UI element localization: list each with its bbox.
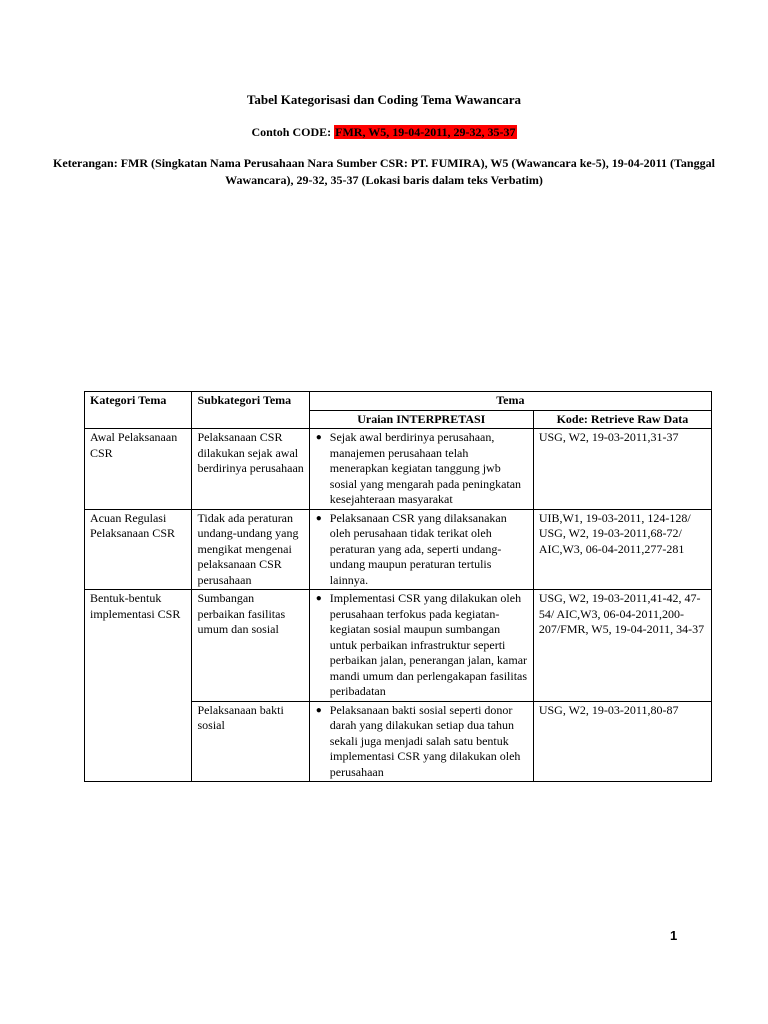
table-header-row — [85, 392, 712, 411]
kategori-cell: Awal Pelaksanaan CSR — [85, 429, 192, 510]
bullet-icon: ● — [315, 593, 322, 604]
header-uraian: Uraian INTERPRETASI — [309, 410, 533, 429]
code-example-line — [0, 125, 768, 140]
code-example-label: Contoh CODE: — [251, 125, 335, 139]
kategori-cell: Acuan Regulasi Pelaksanaan CSR — [85, 509, 192, 590]
subkategori-cell: Pelaksanaan CSR dilakukan sejak awal berdirinya perusahaan — [192, 429, 309, 510]
kode-cell: USG, W2, 19-03-2011,31-37 — [533, 429, 711, 510]
code-example-value: FMR, W5, 19-04-2011, 29-32, 35-37 — [335, 125, 516, 139]
header-kategori: Kategori Tema — [85, 392, 192, 429]
coding-table — [84, 391, 712, 782]
table-row — [85, 509, 712, 590]
table-row — [85, 590, 712, 702]
header-tema: Tema — [309, 392, 711, 411]
bullet-icon: ● — [315, 512, 322, 524]
uraian-cell — [309, 509, 533, 590]
kode-cell: USG, W2, 19-03-2011,80-87 — [533, 701, 711, 782]
kode-cell: USG, W2, 19-03-2011,41-42, 47-54/ AIC,W3, 06-04-2011,200-207/FMR, W5, 19-04-2011, 34-37 — [533, 590, 711, 702]
kategori-cell: Bentuk-bentuk implementasi CSR — [85, 590, 192, 782]
uraian-text: Pelaksanaan CSR yang dilaksanakan oleh perusahaan tidak terikat oleh peraturan yang ada, seperti undang-undang maupun peraturan tertulis lainnya. — [329, 510, 507, 587]
kode-cell: UIB,W1, 19-03-2011, 124-128/ USG, W2, 19-03-2011,68-72/ AIC,W3, 06-04-2011,277-281 — [533, 509, 711, 590]
uraian-cell — [309, 429, 533, 510]
uraian-text: Implementasi CSR yang dilakukan oleh perusahaan terfokus pada kegiatan-kegiatan sosial maupun sumbangan untuk perbaikan infrastruktur seperti perbaikan jalan, penerangan jalan, kamar mandi umum dan perlengakapan fasilitas peribadatan — [329, 591, 528, 698]
uraian-cell — [309, 590, 533, 702]
bullet-icon: ● — [315, 432, 322, 443]
page-number: 1 — [670, 928, 678, 943]
subkategori-cell: Tidak ada peraturan undang-undang yang mengikat mengenai pelaksanaan CSR perusahaan — [192, 509, 309, 590]
bullet-icon: ● — [315, 704, 322, 716]
header-kode: Kode: Retrieve Raw Data — [533, 410, 711, 429]
uraian-text: Sejak awal berdirinya perusahaan, manajemen perusahaan telah menerapkan kegiatan tanggung jwb sosial yang mengarah pada peningkatan kesejahteraan masyarakat — [329, 430, 522, 506]
table-row — [85, 429, 712, 510]
uraian-cell — [309, 701, 533, 782]
header-subkategori: Subkategori Tema — [192, 392, 309, 429]
subkategori-cell: Pelaksanaan bakti sosial — [192, 701, 309, 782]
subkategori-cell: Sumbangan perbaikan fasilitas umum dan sosial — [192, 590, 309, 702]
document-title: Tabel Kategorisasi dan Coding Tema Wawancara — [246, 92, 522, 107]
uraian-text: Pelaksanaan bakti sosial seperti donor darah yang dilakukan setiap dua tahun sekali juga menjadi salah satu bentuk implementasi CSR yang dilakukan oleh perusahaan — [329, 702, 521, 779]
keterangan-note: Keterangan: FMR (Singkatan Nama Perusahaan Nara Sumber CSR: PT. FUMIRA), W5 (Wawancara ke-5), 19-04-2011 (Tanggal Wawancara), 29-32, 35-37 (Lokasi baris dalam teks Verbatim) — [53, 156, 715, 187]
